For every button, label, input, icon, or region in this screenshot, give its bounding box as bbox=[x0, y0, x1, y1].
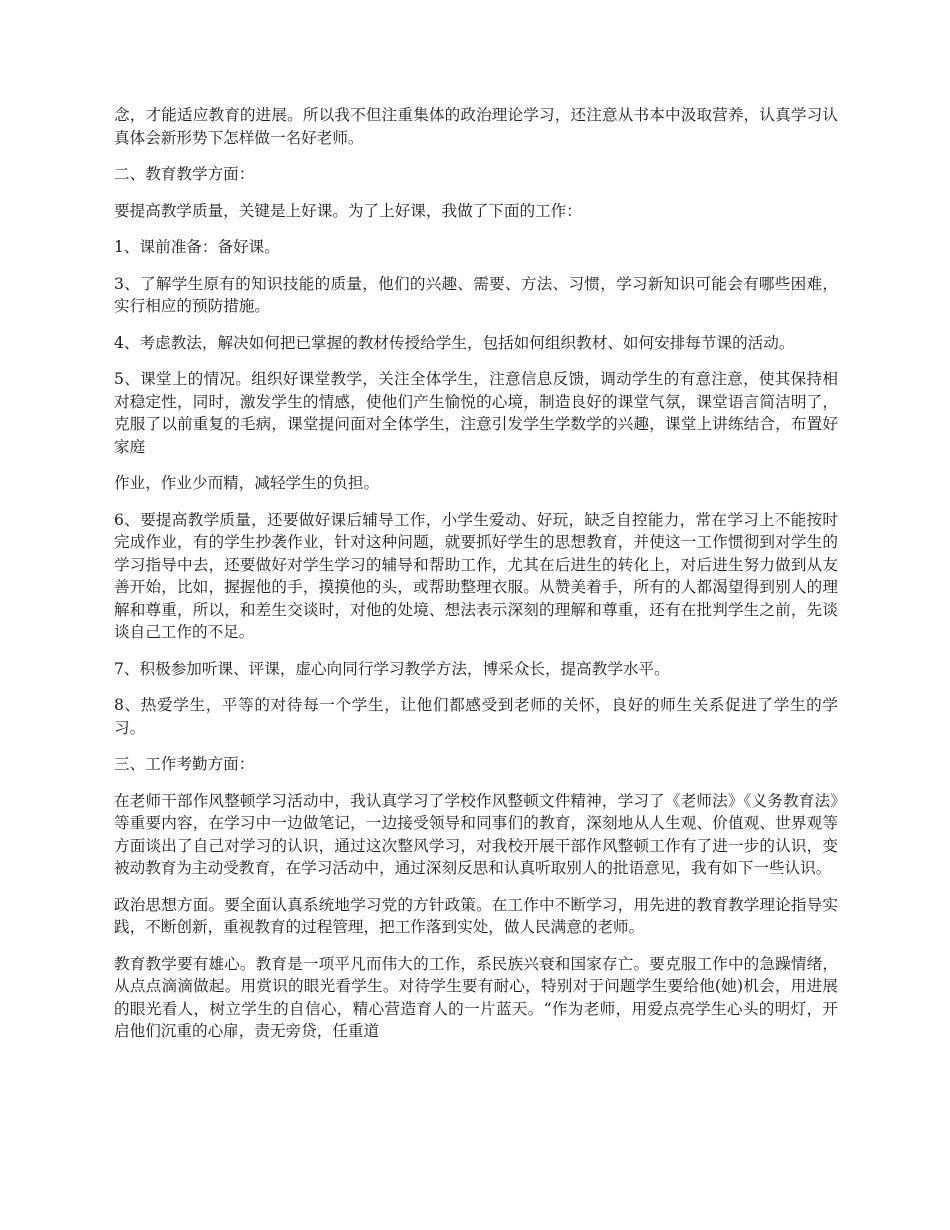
list-item: 6、要提高教学质量，还要做好课后辅导工作，小学生爱动、好玩，缺乏自控能力，常在学习上不能按时完成作业，有的学生抄袭作业，针对这种问题，就要抓好学生的思想教育，并使这一工作惯彻到对学生的学习指导中去，还要做好对学生学习的辅导和帮助工作，尤其在后进生的转化上，对后进生努力做到从友善开始，比如，握握他的手，摸摸他的头，或帮助整理衣服。从赞美着手，所有的人都渴望得到别人的理解和尊重，所以，和差生交谈时，对他的处境、想法表示深刻的理解和尊重，还有在批判学生之前，先谈谈自己工作的不足。 bbox=[114, 510, 838, 641]
list-item: 4、考虑教法，解决如何把已掌握的教材传授给学生，包括如何组织教材、如何安排每节课的活动。 bbox=[114, 333, 795, 352]
document-body bbox=[114, 104, 838, 1057]
list-item: 7、积极参加听课、评课，虚心向同行学习教学方法，博采众长，提高教学水平。 bbox=[114, 659, 670, 678]
paragraph: 念，才能适应教育的进展。所以我不但注重集体的政治理论学习，还注意从书本中汲取营养，认真学习认真体会新形势下怎样做一名好老师。 bbox=[114, 106, 838, 147]
paragraph: 作业，作业少而精，减轻学生的负担。 bbox=[114, 474, 380, 492]
section-heading: 二、教育教学方面： bbox=[114, 165, 255, 183]
paragraph: 在老师干部作风整顿学习活动中，我认真学习了学校作风整顿文件精神，学习了《老师法》《义务教育法》等重要内容，在学习中一边做笔记，一边接受领导和同事们的教育，深刻地从人生观、价值观、世界观等方面谈出了自己对学习的认识，通过这次整风学习，对我校开展干部作风整顿工作有了进一步的认识，变被动教育为主动受教育，在学习活动中，通过深刻反思和认真听取别人的批语意见，我有如下一些认识。 bbox=[114, 791, 838, 877]
paragraph: 要提高教学质量，关键是上好课。为了上好课，我做了下面的工作： bbox=[114, 201, 582, 220]
list-item: 1、课前准备：备好课。 bbox=[114, 238, 280, 256]
list-item: 5、课堂上的情况。组织好课堂教学，关注全体学生，注意信息反馈，调动学生的有意注意，使其保持相对稳定性，同时，激发学生的情感，使他们产生愉悦的心境，制造良好的课堂气氛，课堂语言简洁明了，克服了以前重复的毛病，课堂提问面对全体学生，注意引发学生学数学的兴趣，课堂上讲练结合，布置好家庭 bbox=[114, 370, 838, 456]
paragraph: 教育教学要有雄心。教育是一项平凡而伟大的工作，系民族兴衰和国家存亡。要克服工作中的急躁情绪，从点点滴滴做起。用赏识的眼光看学生。对待学生要有耐心，特别对于问题学生要给他(她)机会，用进展的眼光看人，树立学生的自信心，精心营造育人的一片蓝天。“作为老师，用爱点亮学生心头的明灯，开启他们沉重的心扉，责无旁贷，任重道 bbox=[114, 954, 838, 1040]
paragraph: 政治思想方面。要全面认真系统地学习党的方针政策。在工作中不断学习，用先进的教育教学理论指导实践，不断创新，重视教育的过程管理，把工作落到实处，做人民满意的老师。 bbox=[114, 895, 838, 936]
section-heading: 三、工作考勤方面： bbox=[114, 755, 255, 773]
list-item: 3、了解学生原有的知识技能的质量，他们的兴趣、需要、方法、习惯，学习新知识可能会有哪些困难，实行相应的预防措施。 bbox=[114, 274, 838, 315]
list-item: 8、热爱学生，平等的对待每一个学生，让他们都感受到老师的关怀，良好的师生关系促进了学生的学习。 bbox=[114, 696, 838, 737]
